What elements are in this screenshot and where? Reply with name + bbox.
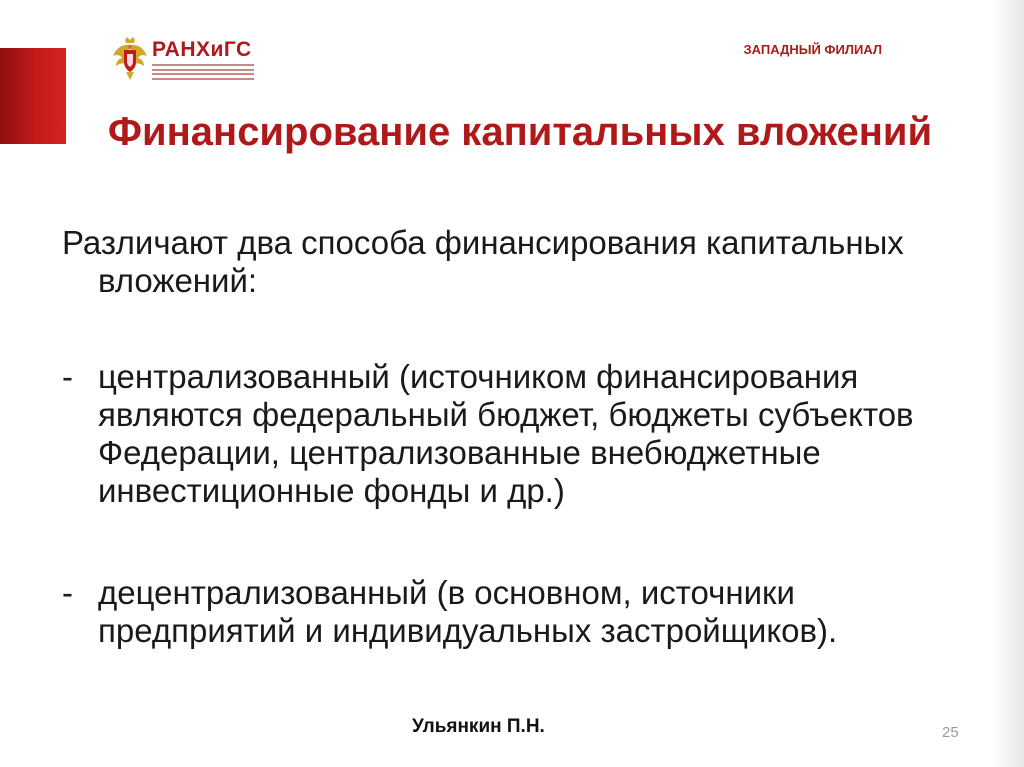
ranepa-logo xyxy=(112,36,254,84)
list-dash: - xyxy=(62,358,73,395)
list-dash: - xyxy=(62,574,73,611)
red-accent-bar xyxy=(0,48,66,144)
branch-label: ЗАПАДНЫЙ ФИЛИАЛ xyxy=(743,42,882,57)
slide-body xyxy=(62,224,972,650)
list-item-text: централизованный (источником финансирования являются федеральный бюджет, бюджеты субъектов Федерации, централизованные внебюджетные инвестиционные фонды и др.) xyxy=(98,358,914,509)
author-name: Ульянкин П.Н. xyxy=(412,716,545,737)
page-number: 25 xyxy=(942,724,959,741)
page-edge-shadow xyxy=(990,0,1024,767)
logo-subtitle-lines xyxy=(152,64,254,82)
eagle-emblem-icon xyxy=(112,36,148,84)
slide-title: Финансирование капитальных вложений xyxy=(107,110,933,154)
logo-name: РАНХиГС xyxy=(152,38,252,61)
list-item xyxy=(62,574,972,650)
list-item-text: децентрализованный (в основном, источники предприятий и индивидуальных застройщиков). xyxy=(98,574,838,649)
list-item xyxy=(62,358,972,510)
intro-paragraph: Различают два способа финансирования капитальных вложений: xyxy=(62,224,904,299)
